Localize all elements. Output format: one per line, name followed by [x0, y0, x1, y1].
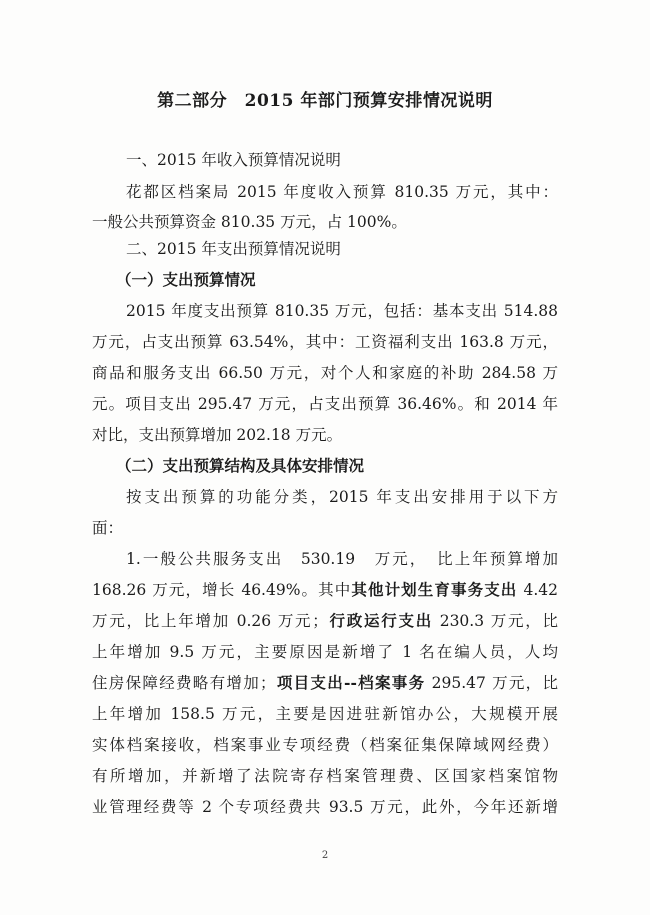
income-text-line-1: 花都区档案局 2015 年度收入预算 810.35 万元，其中：: [126, 183, 558, 201]
page-number: 2: [321, 850, 329, 861]
public-service-line-5: [92, 673, 558, 693]
public-service-line-3: [92, 611, 558, 631]
public-service-line-1: 1.一般公共服务支出 530.19 万元， 比上年预算增加: [126, 550, 558, 568]
public-service-line-9: 业管理经费等 2 个专项经费共 93.5 万元，此外，今年还新增: [92, 798, 558, 816]
text-segment: 168.26 万元，增长 46.49%。其中: [92, 581, 352, 599]
public-service-line-2: [92, 580, 558, 600]
text-segment: 4.42: [517, 581, 558, 599]
public-service-line-6: 上年增加 158.5 万元，主要是因进驻新馆办公，大规模开展: [92, 705, 558, 723]
function-text-line-2: 面：: [92, 519, 124, 537]
public-service-line-4: 上年增加 9.5 万元，主要原因是新增了 1 名在编人员，人均: [92, 643, 558, 661]
expense-text-line-4: 元。项目支出 295.47 万元，占支出预算 36.46%。和 2014 年: [92, 395, 558, 413]
expense-text-line-1: 2015 年度支出预算 810.35 万元，包括：基本支出 514.88: [126, 302, 558, 320]
section-heading-expense: 二、2015 年支出预算情况说明: [126, 240, 341, 258]
text-segment: 295.47 万元，比: [425, 674, 558, 692]
text-segment: 230.3 万元，比: [433, 612, 558, 630]
bold-term-family-planning: 其他计划生育事务支出: [351, 580, 518, 599]
income-text-line-2: 一般公共预算资金 810.35 万元，占 100%。: [92, 213, 407, 231]
text-segment: 万元，比上年增加 0.26 万元；: [92, 612, 328, 630]
function-text-line-1: 按支出预算的功能分类，2015 年支出安排用于以下方: [126, 488, 558, 506]
expense-text-line-3: 商品和服务支出 66.50 万元，对个人和家庭的补助 284.58 万: [92, 364, 558, 382]
page-title: 第二部分 2015 年部门预算安排情况说明: [157, 91, 493, 111]
subheading-expense-structure: （二）支出预算结构及具体安排情况: [116, 456, 365, 475]
subheading-expense-budget: （一）支出预算情况: [116, 270, 256, 289]
public-service-line-7: 实体档案接收，档案事业专项经费（档案征集保障域网经费）: [92, 736, 558, 754]
expense-text-line-5: 对比，支出预算增加 202.18 万元。: [92, 426, 343, 444]
bold-term-administration: 行政运行支出: [327, 611, 434, 630]
public-service-line-8: 有所增加，并新增了法院寄存档案管理费、区国家档案馆物: [92, 767, 558, 785]
bold-term-archive-project: 项目支出--档案事务: [275, 673, 426, 692]
section-heading-income: 一、2015 年收入预算情况说明: [126, 151, 341, 169]
text-segment: 住房保障经费略有增加；: [92, 674, 276, 692]
expense-text-line-2: 万元，占支出预算 63.54%，其中：工资福利支出 163.8 万元，: [92, 333, 558, 351]
